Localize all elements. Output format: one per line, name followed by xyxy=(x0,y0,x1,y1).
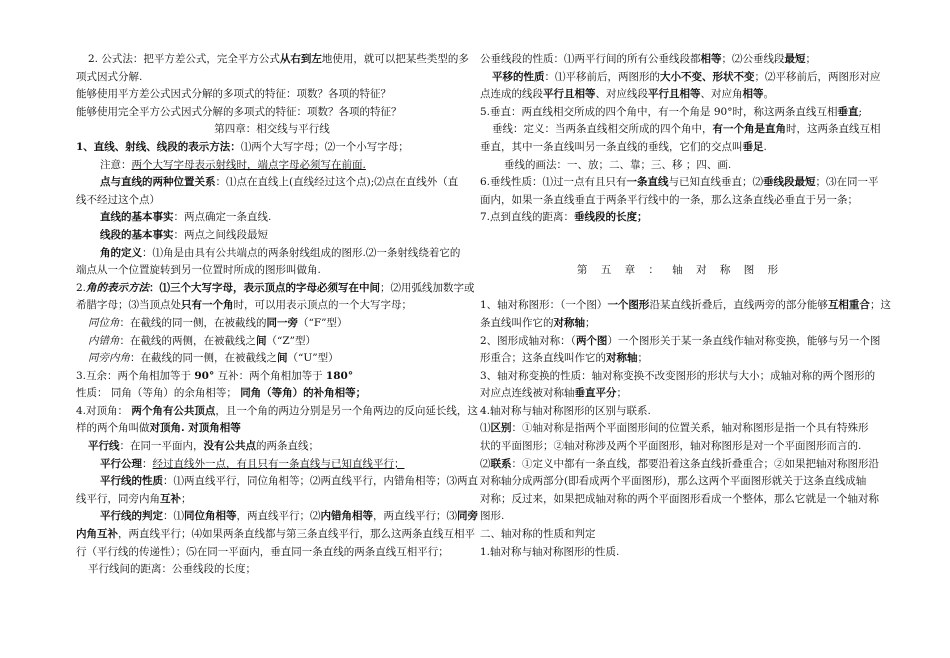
text-segment: 同旁 xyxy=(457,510,478,523)
text-line xyxy=(480,473,880,491)
text-line xyxy=(76,403,478,421)
text-segment: ；⑵平移前后，两图形对应 xyxy=(754,70,881,83)
text-segment: 平行线的性质 xyxy=(100,475,163,488)
text-segment: 时，可以用表示顶点的一个大写字母； xyxy=(233,299,412,312)
text-segment: ：⑴ xyxy=(163,510,184,523)
blank-line xyxy=(480,280,880,298)
text-segment: 注意： xyxy=(100,158,132,171)
text-segment: 对应点连线被对称轴 xyxy=(480,387,575,400)
text-segment: 状的平面图形；②轴对称涉及两个平面图形，轴对称图形是对一个平面图形而言的. xyxy=(480,440,862,453)
text-segment: 没有公共点 xyxy=(203,440,256,453)
text-segment: 7.点到直线的距离： xyxy=(480,211,575,224)
text-line xyxy=(76,262,468,280)
text-segment: ：在截线的同一侧，在被截线的 xyxy=(119,316,267,329)
text-segment: ⑴ xyxy=(480,422,491,435)
text-segment: 能够使用完全平方公式因式分解的多项式的特征：项数？各项的特征？ xyxy=(76,105,402,118)
blank-line xyxy=(480,245,880,263)
text-segment: 间 xyxy=(277,352,288,365)
text-segment: 大小不变、形状不变 xyxy=(660,70,755,83)
text-line xyxy=(480,350,880,368)
text-segment: 垂直平分 xyxy=(574,387,617,400)
text-segment: 一个图形 xyxy=(607,299,650,312)
text-line xyxy=(76,333,468,351)
text-segment: 间 xyxy=(256,334,267,347)
text-segment: ； xyxy=(616,387,627,400)
text-segment: 垂直 xyxy=(837,105,859,118)
text-segment: 的两条直线； xyxy=(256,440,319,453)
text-line xyxy=(76,104,468,122)
text-segment: ： xyxy=(142,457,153,470)
text-segment: 点与直线的两种位置关系 xyxy=(100,176,216,189)
text-segment: 公垂线段的性质：⑴两平行间的所有公垂线段都 xyxy=(480,53,701,65)
text-line xyxy=(76,508,478,526)
text-segment: ）一个图形关于某一条直线作轴对称变换，能够与另一个图 xyxy=(607,334,881,347)
text-segment: 3、轴对称变换的性质：轴对称变换不改变图形的形状与大小；成轴对称的两个图形的 xyxy=(480,369,876,382)
text-segment: ：⑴三个大写字母，表示顶点的字母必须写在中间 xyxy=(149,281,381,294)
text-line xyxy=(76,192,468,210)
text-line xyxy=(480,420,880,438)
text-segment: ；⑵用弧线加数字或 xyxy=(380,281,475,294)
text-line xyxy=(480,403,880,421)
blank-line xyxy=(480,227,880,245)
text-segment: 二、轴对称的性质和判定 xyxy=(480,528,596,541)
text-segment: 角的定义 xyxy=(100,246,142,259)
text-segment: 平行线 xyxy=(88,440,120,453)
text-line xyxy=(480,368,880,386)
text-segment: 对称轴分成两部分(即看成两个平面图形)，那么这两个平面图形就关于这条直线成轴 xyxy=(480,475,867,488)
text-segment: 从右到左 xyxy=(279,53,322,65)
text-segment: 平行且相等 xyxy=(543,88,596,101)
text-segment: 条直线叫作它的 xyxy=(480,316,554,329)
text-segment: 地使用，就可以把某些类型的多 xyxy=(321,53,469,65)
text-segment: ：在同一平面内， xyxy=(119,440,204,453)
text-segment: 对称；反过来，如果把成轴对称的两个平面图形看成一个整体，那么它就是一个轴对称 xyxy=(480,492,879,505)
text-line xyxy=(480,491,880,509)
text-segment: 2、图形成轴对称：（ xyxy=(480,334,576,347)
text-line xyxy=(480,86,880,104)
right-column xyxy=(480,51,891,561)
text-segment: 180° xyxy=(325,369,354,382)
text-segment: 5.垂直：两直线相交所成的四个角中，有一个角是 90°时，称这两条直线互相 xyxy=(480,105,838,118)
text-line xyxy=(76,245,468,263)
text-segment: 垂线的画法：一、放；二、靠；三、移 ；四、画. xyxy=(504,158,732,171)
text-segment: 90° xyxy=(194,369,215,382)
text-segment: 面内，如果一条直线垂直于两条平行线中的一条，那么这条直线必垂直于另一条； xyxy=(480,193,858,206)
text-line xyxy=(76,280,475,298)
text-segment: 第四章：相交线与平行线 xyxy=(214,123,330,136)
text-segment: 线平行，同旁内角 xyxy=(76,492,160,505)
text-line xyxy=(76,297,468,315)
text-segment: 平行且相等 xyxy=(648,88,701,101)
text-segment: ； xyxy=(637,352,648,365)
text-segment: ：⑴点在直线上(直线经过这个点);⑵点在直线外（直 xyxy=(215,176,459,189)
text-line xyxy=(76,420,468,438)
text-segment: 线段的基本事实 xyxy=(100,228,174,241)
text-segment: ； xyxy=(585,316,596,329)
text-segment: . xyxy=(763,140,767,153)
text-segment: 3.互余：两个角相加等于 xyxy=(76,369,195,382)
text-segment: 垂足 xyxy=(742,140,764,153)
text-segment: 相等 xyxy=(742,88,764,101)
text-segment: 点连成的线段 xyxy=(480,88,543,101)
text-segment: 有一个角是直角 xyxy=(712,123,786,136)
text-segment: 两个图 xyxy=(575,334,608,347)
text-segment: 、对应角 xyxy=(700,88,743,101)
text-line xyxy=(76,385,468,403)
text-segment: 区别 xyxy=(490,422,512,435)
text-segment: 线不经过这个点） xyxy=(76,193,160,206)
text-line xyxy=(76,561,468,579)
text-segment: 对称轴 xyxy=(606,352,638,365)
text-segment: ：⑴角是由具有公共端点的两条射线组成的图形.⑵一条射线绕着它的 xyxy=(142,246,461,259)
text-segment: ；这 xyxy=(869,299,891,312)
text-segment: 能够使用平方差公式因式分解的多项式的特征：项数？各项的特征？ xyxy=(76,88,391,101)
text-segment: 、对应线段 xyxy=(595,88,648,101)
text-segment: 经过直线外一点，有且只有一条直线与已知直线平行； xyxy=(152,457,405,470)
text-segment: 两个大写字母表示射线时，端点字母必须写在前面. xyxy=(131,158,366,171)
text-line xyxy=(480,104,880,122)
text-segment: 时，这两条直线互相 xyxy=(786,123,881,136)
text-segment: 联系 xyxy=(490,457,512,470)
text-segment: ，两直线平行；⑶ xyxy=(373,510,457,523)
text-segment: ⑵ xyxy=(480,457,491,470)
text-segment: 6.垂线性质：⑴过一点有且只有 xyxy=(480,176,627,189)
text-segment: 直线的基本事实 xyxy=(100,211,174,224)
text-line xyxy=(480,192,880,210)
text-segment: ；⑵公垂线段 xyxy=(721,53,785,65)
text-segment: ，且一个角的两边分别是另一个角两边的反向延长线，这 xyxy=(215,404,478,417)
text-segment: 1、直线、射线、线段的表示方法： xyxy=(76,140,241,153)
text-line xyxy=(480,385,880,403)
text-segment: 4.轴对称与轴对称图形的区别与联系. xyxy=(480,404,651,417)
text-segment: ⑴两个大写字母；⑵一个小写字母； xyxy=(240,140,409,153)
text-segment: 垂线段的长度； xyxy=(574,211,648,224)
text-segment: 最短 xyxy=(784,53,806,65)
text-line xyxy=(480,139,880,157)
text-segment: 互相重合 xyxy=(827,299,870,312)
text-segment: 一条直线 xyxy=(626,176,669,189)
text-line xyxy=(76,157,468,175)
text-line xyxy=(76,315,468,333)
text-segment: 垂线段最短 xyxy=(763,176,816,189)
text-line xyxy=(76,174,468,192)
text-segment: 平移的性质 xyxy=(492,70,545,83)
text-segment: ，两直线平行；⑵ xyxy=(236,510,321,523)
text-segment: 平行公理 xyxy=(100,457,142,470)
text-line xyxy=(76,473,478,491)
text-line xyxy=(76,51,468,69)
text-segment: 图形. xyxy=(480,510,505,523)
text-line xyxy=(480,315,880,333)
text-segment: ：在截线的两侧，在被截线之 xyxy=(119,334,256,347)
text-segment: ：①轴对称是指两个平面图形间的位置关系，轴对称图形是指一个具有特殊形 xyxy=(511,422,869,435)
text-line xyxy=(76,86,468,104)
text-line xyxy=(76,227,468,245)
text-line xyxy=(76,209,468,227)
text-line xyxy=(480,544,880,562)
text-segment: 平行线间的距离：公垂线段的长度； xyxy=(88,563,256,576)
text-segment: 两个角有公共顶点 xyxy=(131,404,216,417)
left-column xyxy=(76,51,478,579)
text-segment: ：①定义中都有一条直线，都要沿着这条直线折叠重合；②如果把轴对称图形沿 xyxy=(511,457,879,470)
text-line xyxy=(76,368,468,386)
text-segment: 内错角 xyxy=(88,334,120,347)
section-heading xyxy=(480,262,880,280)
text-segment: 2. 公式法：把平方差公式，完全平方公式 xyxy=(88,53,280,65)
section-heading xyxy=(76,121,468,139)
text-line xyxy=(480,438,880,456)
text-segment: ：两点确定一条直线. xyxy=(173,211,272,224)
text-line xyxy=(76,491,468,509)
text-segment: ，两直线平行；⑷如果两条直线都与第三条直线平行，那么这两条直线互相平 xyxy=(118,528,475,541)
text-segment: 行（平行线的传递性）；⑸在同一平面内，垂直同一条直线的两条直线互相平行； xyxy=(76,545,449,558)
text-segment: 同一旁 xyxy=(266,316,298,329)
text-line xyxy=(480,69,880,87)
text-segment: ; xyxy=(858,105,863,118)
text-segment: 同角（等角）的补角相等； xyxy=(240,387,367,400)
text-segment: 端点从一个位置旋转到另一位置时所成的图形叫做角. xyxy=(76,264,321,277)
text-segment: 对称轴 xyxy=(553,316,585,329)
text-segment: 沿某直线折叠后，直线两旁的部分能够 xyxy=(649,299,828,312)
text-segment: ； xyxy=(805,53,816,65)
text-segment: ； xyxy=(181,492,192,505)
text-segment: 形重合；这条直线叫作它的 xyxy=(480,352,606,365)
text-line xyxy=(76,526,475,544)
text-segment: 。 xyxy=(763,88,774,101)
text-segment: 同旁内角 xyxy=(88,352,130,365)
text-line xyxy=(480,209,880,227)
text-line xyxy=(480,157,880,175)
text-segment: 4.对顶角： xyxy=(76,404,132,417)
text-segment: 对顶角. 对顶角相等 xyxy=(149,422,241,435)
text-segment: 样的两个角叫做 xyxy=(76,422,150,435)
text-line xyxy=(480,297,891,315)
text-line xyxy=(480,333,880,351)
text-line xyxy=(76,350,468,368)
text-segment: 互补 xyxy=(160,492,181,505)
text-line xyxy=(480,456,880,474)
text-segment: （“U”型） xyxy=(287,352,339,365)
text-segment: 内角互补 xyxy=(76,528,118,541)
text-line xyxy=(76,544,468,562)
text-segment: ：⑴平移前后，两图形的 xyxy=(544,70,660,83)
text-line xyxy=(480,508,880,526)
text-segment: 与已知直线垂直；⑵ xyxy=(668,176,764,189)
text-segment: 同位角相等 xyxy=(184,510,237,523)
text-line xyxy=(480,51,880,69)
text-segment: 项式因式分解. xyxy=(76,70,143,83)
text-segment: ：在截线的同一侧，在被截线之 xyxy=(130,352,277,365)
text-segment: 角的表示方法 xyxy=(86,281,150,294)
text-segment: 平行线的判定 xyxy=(100,510,163,523)
text-segment: 只有一个角 xyxy=(181,299,234,312)
text-line xyxy=(480,174,880,192)
text-segment: 内错角相等 xyxy=(320,510,373,523)
text-segment: ；⑶在同一平 xyxy=(815,176,879,189)
text-segment: 同位角 xyxy=(88,316,120,329)
text-line xyxy=(480,121,880,139)
text-segment: 1.轴对称与轴对称图形的性质. xyxy=(480,545,620,558)
text-segment: （“F”型） xyxy=(298,316,348,329)
text-segment: 第 五 章 ： 轴 对 称 图 形 xyxy=(576,264,784,277)
text-segment: 1、轴对称图形：（一个图） xyxy=(480,299,608,312)
text-segment: 垂线：定义：当两条直线相交所成的四个角中， xyxy=(492,123,713,136)
text-segment: 相等 xyxy=(700,53,722,65)
text-line xyxy=(76,438,468,456)
text-segment: 互补：两个角相加等于 xyxy=(214,369,326,382)
text-segment: 垂直，其中一条直线叫另一条直线的垂线，它们的交点叫 xyxy=(480,140,743,153)
text-line xyxy=(76,69,468,87)
text-segment: （“Z”型） xyxy=(266,334,317,347)
text-line xyxy=(480,526,880,544)
text-line xyxy=(76,456,468,474)
text-segment: 2. xyxy=(76,281,87,294)
text-segment: 性质： 同角（等角）的余角相等； xyxy=(76,387,241,400)
text-segment: ：⑴两直线平行，同位角相等；⑵两直线平行，内错角相等；⑶两直 xyxy=(163,475,478,488)
text-segment: ：两点之间线段最短 xyxy=(173,228,268,241)
text-segment: 希腊字母；⑶当顶点处 xyxy=(76,299,181,312)
text-line xyxy=(76,139,468,157)
